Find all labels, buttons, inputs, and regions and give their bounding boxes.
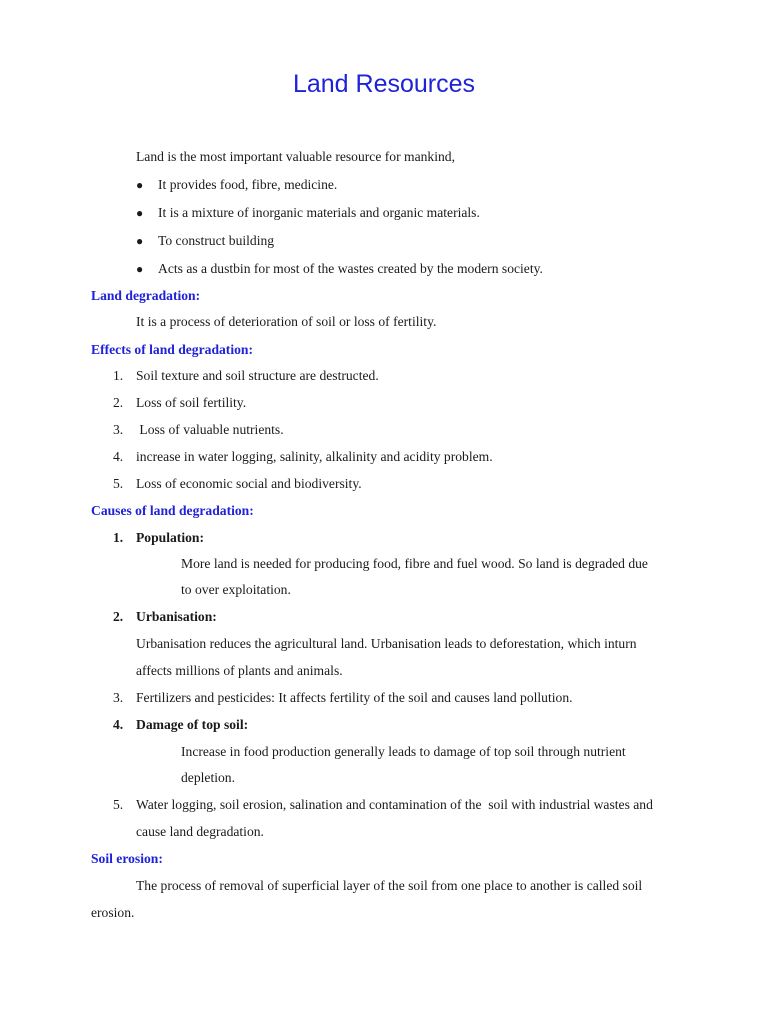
section-heading-soil-erosion: Soil erosion: [91,851,163,866]
effects-item: increase in water logging, salinity, alkalinity and acidity problem. [136,449,493,464]
cause-label-top-soil: Damage of top soil: [136,717,249,732]
cause-text: Fertilizers and pesticides: It affects fertility of the soil and causes land pollution. [136,690,573,705]
effects-item: Soil texture and soil structure are destructed. [136,368,379,383]
cause-text: More land is needed for producing food, fibre and fuel wood. So land is degraded due [181,556,648,571]
list-number: 2. [113,395,124,410]
list-number: 2. [113,609,124,624]
degradation-definition: It is a process of deterioration of soil or loss of fertility. [136,314,437,329]
cause-label-population: Population: [136,530,204,545]
cause-label-urbanisation: Urbanisation: [136,609,217,624]
cause-text: depletion. [181,770,235,785]
section-heading-causes: Causes of land degradation: [91,503,254,518]
erosion-text: The process of removal of superficial layer of the soil from one place to another is called soil [136,878,643,893]
section-heading-land-degradation: Land degradation: [91,288,201,303]
list-number: 5. [113,476,124,491]
intro-text: Land is the most important valuable resource for mankind, [136,149,455,164]
page-title: Land Resources [292,70,476,98]
cause-text: Increase in food production generally leads to damage of top soil through nutrient [181,744,626,759]
list-number: 1. [113,368,124,383]
bullet-item: Acts as a dustbin for most of the wastes created by the modern society. [158,261,543,276]
bullet-item: It is a mixture of inorganic materials and organic materials. [158,205,480,220]
erosion-text: erosion. [91,905,135,920]
list-number: 3. [113,690,124,705]
cause-text: Water logging, soil erosion, salination and contamination of the soil with industrial wastes and [136,797,653,812]
effects-item: Loss of valuable nutrients. [136,422,284,437]
bullet-icon: ● [136,262,144,276]
section-heading-effects: Effects of land degradation: [91,342,253,357]
list-number: 3. [113,422,124,437]
effects-item: Loss of soil fertility. [136,395,247,410]
cause-text: Urbanisation reduces the agricultural land. Urbanisation leads to deforestation, which inturn [136,636,637,651]
list-number: 1. [113,530,124,545]
effects-item: Loss of economic social and biodiversity. [136,476,362,491]
bullet-icon: ● [136,206,144,220]
list-number: 4. [113,717,124,732]
list-number: 5. [113,797,124,812]
cause-text: cause land degradation. [136,824,264,839]
bullet-item: To construct building [158,233,275,248]
bullet-icon: ● [136,178,144,192]
list-number: 4. [113,449,124,464]
cause-text: to over exploitation. [181,582,291,597]
bullet-item: It provides food, fibre, medicine. [158,177,338,192]
bullet-icon: ● [136,234,144,248]
cause-text: affects millions of plants and animals. [136,663,343,678]
